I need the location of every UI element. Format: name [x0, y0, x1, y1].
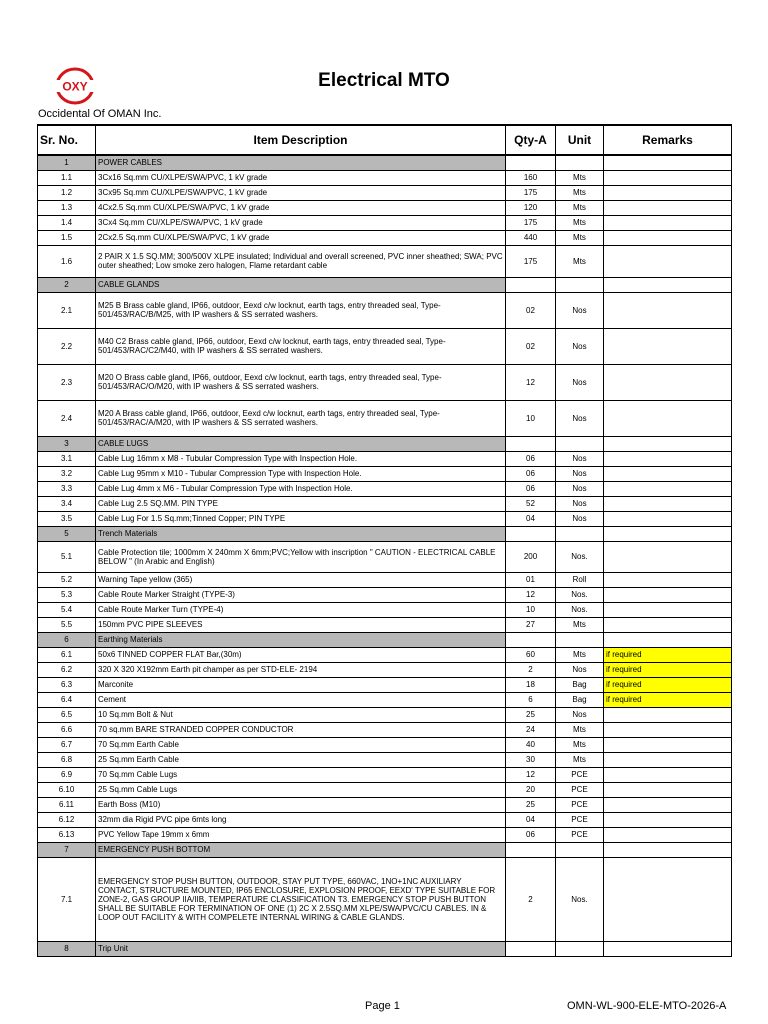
sr-no-cell: 1.6 [38, 245, 96, 277]
table-row [38, 677, 732, 692]
item-description-cell: 25 Sq.mm Cable Lugs [96, 782, 506, 797]
unit-cell: Mts [556, 752, 604, 767]
remarks-cell [604, 812, 732, 827]
item-description-cell: Marconite [96, 677, 506, 692]
qty-cell [506, 277, 556, 292]
sr-no-cell: 6.2 [38, 662, 96, 677]
qty-cell [506, 632, 556, 647]
qty-cell: 175 [506, 215, 556, 230]
sr-no-cell: 1.3 [38, 200, 96, 215]
sr-no-cell: 3.3 [38, 481, 96, 496]
page-title: Electrical MTO [318, 70, 450, 91]
table-row [38, 812, 732, 827]
qty-cell: 60 [506, 647, 556, 662]
qty-cell: 2 [506, 857, 556, 941]
item-description-cell: Cable Lug 95mm x M10 - Tubular Compression Type with Inspection Hole. [96, 466, 506, 481]
table-row [38, 587, 732, 602]
qty-cell: 6 [506, 692, 556, 707]
remarks-cell [604, 328, 732, 364]
sr-no-cell: 7.1 [38, 857, 96, 941]
unit-cell: Nos. [556, 857, 604, 941]
qty-cell: 01 [506, 572, 556, 587]
unit-cell: Roll [556, 572, 604, 587]
qty-cell: 25 [506, 707, 556, 722]
qty-cell: 12 [506, 364, 556, 400]
item-description-cell: Trip Unit [96, 941, 506, 956]
remarks-cell [604, 436, 732, 451]
sr-no-cell: 1.2 [38, 185, 96, 200]
qty-cell: 10 [506, 400, 556, 436]
qty-cell: 12 [506, 587, 556, 602]
table-row [38, 692, 732, 707]
unit-cell: Mts [556, 722, 604, 737]
unit-cell [556, 155, 604, 170]
remarks-cell [604, 941, 732, 956]
qty-cell: 25 [506, 797, 556, 812]
table-row [38, 364, 732, 400]
col-header-sr-no: Sr. No. [38, 125, 96, 155]
item-description-cell: 320 X 320 X192mm Earth pit champer as per STD-ELE- 2194 [96, 662, 506, 677]
table-row [38, 245, 732, 277]
remarks-cell [604, 292, 732, 328]
table-row [38, 230, 732, 245]
unit-cell: Mts [556, 200, 604, 215]
item-description-cell: 32mm dia Rigid PVC pipe 6mts long [96, 812, 506, 827]
sr-no-cell: 6.13 [38, 827, 96, 842]
sr-no-cell: 5.4 [38, 602, 96, 617]
remarks-cell [604, 400, 732, 436]
item-description-cell: Cable Route Marker Straight (TYPE-3) [96, 587, 506, 602]
remarks-cell [604, 230, 732, 245]
item-description-cell: 2 PAIR X 1.5 SQ.MM; 300/500V XLPE insulated; Individual and overall screened, PVC inner sheathed; SWA; PVC outer sheathed; Low smoke zero halogen, Flame retardant cable [96, 245, 506, 277]
qty-cell: 18 [506, 677, 556, 692]
item-description-cell: CABLE LUGS [96, 436, 506, 451]
unit-cell: Nos [556, 481, 604, 496]
item-description-cell: M25 B Brass cable gland, IP66, outdoor, Eexd c/w locknut, earth tags, entry threaded seal, Type-501/453/RAC/B/M25, with IP washers & SS serrated washers. [96, 292, 506, 328]
remarks-cell [604, 842, 732, 857]
qty-cell: 175 [506, 185, 556, 200]
remarks-cell [604, 602, 732, 617]
remarks-cell [604, 827, 732, 842]
sr-no-cell: 5.3 [38, 587, 96, 602]
table-row [38, 215, 732, 230]
remarks-cell [604, 185, 732, 200]
item-description-cell: 10 Sq.mm Bolt & Nut [96, 707, 506, 722]
sr-no-cell: 6.5 [38, 707, 96, 722]
sr-no-cell: 5 [38, 526, 96, 541]
unit-cell: Mts [556, 215, 604, 230]
table-row [38, 617, 732, 632]
sr-no-cell: 1.4 [38, 215, 96, 230]
remarks-cell [604, 797, 732, 812]
qty-cell: 175 [506, 245, 556, 277]
item-description-cell: 2Cx2.5 Sq.mm CU/XLPE/SWA/PVC, 1 kV grade [96, 230, 506, 245]
sr-no-cell: 3.2 [38, 466, 96, 481]
qty-cell: 06 [506, 451, 556, 466]
table-row [38, 185, 732, 200]
item-description-cell: 4Cx2.5 Sq.mm CU/XLPE/SWA/PVC, 1 kV grade [96, 200, 506, 215]
item-description-cell: Earth Boss (M10) [96, 797, 506, 812]
item-description-cell: 3Cx16 Sq.mm CU/XLPE/SWA/PVC, 1 kV grade [96, 170, 506, 185]
table-row [38, 328, 732, 364]
item-description-cell: CABLE GLANDS [96, 277, 506, 292]
table-row [38, 496, 732, 511]
sr-no-cell: 3.1 [38, 451, 96, 466]
unit-cell: Nos [556, 496, 604, 511]
unit-cell: Nos [556, 400, 604, 436]
sr-no-cell: 6.11 [38, 797, 96, 812]
qty-cell: 52 [506, 496, 556, 511]
unit-cell: Nos [556, 466, 604, 481]
col-header-qty: Qty-A [506, 125, 556, 155]
item-description-cell: Trench Materials [96, 526, 506, 541]
remarks-cell [604, 632, 732, 647]
qty-cell: 200 [506, 541, 556, 572]
remarks-cell: if required [604, 692, 732, 707]
remarks-cell [604, 364, 732, 400]
mto-table [37, 124, 732, 957]
item-description-cell: Warning Tape yellow (365) [96, 572, 506, 587]
unit-cell: Nos. [556, 587, 604, 602]
sr-no-cell: 7 [38, 842, 96, 857]
remarks-cell [604, 170, 732, 185]
qty-cell: 20 [506, 782, 556, 797]
sr-no-cell: 3.4 [38, 496, 96, 511]
table-row [38, 400, 732, 436]
col-header-unit: Unit [556, 125, 604, 155]
qty-cell: 12 [506, 767, 556, 782]
qty-cell: 160 [506, 170, 556, 185]
sr-no-cell: 2 [38, 277, 96, 292]
remarks-cell: if required [604, 662, 732, 677]
sr-no-cell: 8 [38, 941, 96, 956]
item-description-cell: 3Cx95 Sq.mm CU/XLPE/SWA/PVC, 1 kV grade [96, 185, 506, 200]
table-row [38, 662, 732, 677]
section-row [38, 941, 732, 956]
remarks-cell [604, 767, 732, 782]
table-header-row [38, 125, 732, 155]
sr-no-cell: 6.6 [38, 722, 96, 737]
remarks-cell: if required [604, 647, 732, 662]
unit-cell [556, 277, 604, 292]
section-row [38, 277, 732, 292]
item-description-cell: 70 Sq.mm Earth Cable [96, 737, 506, 752]
sr-no-cell: 2.2 [38, 328, 96, 364]
section-row [38, 526, 732, 541]
remarks-cell [604, 200, 732, 215]
unit-cell: PCE [556, 797, 604, 812]
item-description-cell: Cable Lug For 1.5 Sq.mm;Tinned Copper; PIN TYPE [96, 511, 506, 526]
qty-cell: 02 [506, 292, 556, 328]
sr-no-cell: 1.5 [38, 230, 96, 245]
item-description-cell: Cable Route Marker Turn (TYPE-4) [96, 602, 506, 617]
sr-no-cell: 3.5 [38, 511, 96, 526]
remarks-cell [604, 277, 732, 292]
sr-no-cell: 6.10 [38, 782, 96, 797]
sr-no-cell: 6 [38, 632, 96, 647]
unit-cell: Nos. [556, 541, 604, 572]
item-description-cell: Cable Lug 4mm x M6 - Tubular Compression Type with Inspection Hole. [96, 481, 506, 496]
remarks-cell [604, 587, 732, 602]
remarks-cell [604, 707, 732, 722]
remarks-cell [604, 752, 732, 767]
unit-cell: Bag [556, 692, 604, 707]
sr-no-cell: 6.1 [38, 647, 96, 662]
sr-no-cell: 6.4 [38, 692, 96, 707]
item-description-cell: EMERGENCY STOP PUSH BUTTON, OUTDOOR, STAY PUT TYPE, 660VAC, 1NO+1NC AUXILIARY CONTACT, STRUCTURE MOUNTED, IP65 ENCLOSURE, EXPLOSION PROOF, EEXD' TYPE SUITABLE FOR ZONE-2, GAS GROUP IIA/IIB, TEMPERATURE CLASSIFICATION T3. EMERGENCY STOP PUSH BUTTON SHALL BE SUITABLE FOR TERMINATION OF ONE (1) 2C X 2.5SQ.MM XLPE/SWA/PVC/CU CABLES. IN & LOOP OUT FACILITY & WITH COMPELETE INTERNAL WIRING & CABLE GLANDS. [96, 857, 506, 941]
sr-no-cell: 2.1 [38, 292, 96, 328]
qty-cell: 06 [506, 481, 556, 496]
unit-cell: Mts [556, 737, 604, 752]
remarks-cell [604, 155, 732, 170]
qty-cell: 120 [506, 200, 556, 215]
qty-cell: 2 [506, 662, 556, 677]
table-row [38, 451, 732, 466]
qty-cell: 06 [506, 827, 556, 842]
remarks-cell [604, 496, 732, 511]
unit-cell [556, 526, 604, 541]
sr-no-cell: 2.3 [38, 364, 96, 400]
unit-cell: PCE [556, 767, 604, 782]
table-row [38, 511, 732, 526]
unit-cell: Nos. [556, 602, 604, 617]
table-row [38, 541, 732, 572]
item-description-cell: M20 O Brass cable gland, IP66, outdoor, Eexd c/w locknut, earth tags, entry threaded seal, Type-501/453/RAC/O/M20, with IP washers & SS serrated washers. [96, 364, 506, 400]
remarks-cell [604, 737, 732, 752]
sr-no-cell: 6.8 [38, 752, 96, 767]
table-row [38, 602, 732, 617]
sr-no-cell: 5.2 [38, 572, 96, 587]
table-row [38, 466, 732, 481]
unit-cell: Mts [556, 185, 604, 200]
unit-cell: Nos [556, 707, 604, 722]
remarks-cell [604, 541, 732, 572]
table-row [38, 827, 732, 842]
qty-cell: 24 [506, 722, 556, 737]
unit-cell: PCE [556, 812, 604, 827]
qty-cell: 30 [506, 752, 556, 767]
remarks-cell [604, 245, 732, 277]
sr-no-cell: 2.4 [38, 400, 96, 436]
remarks-cell [604, 782, 732, 797]
remarks-cell [604, 451, 732, 466]
section-row [38, 632, 732, 647]
item-description-cell: Cable Lug 2.5 SQ.MM. PIN TYPE [96, 496, 506, 511]
section-row [38, 842, 732, 857]
sr-no-cell: 6.9 [38, 767, 96, 782]
table-row [38, 737, 732, 752]
unit-cell: Nos [556, 662, 604, 677]
logo-text: OXY [62, 79, 88, 94]
unit-cell: Nos [556, 511, 604, 526]
table-row [38, 797, 732, 812]
table-row [38, 722, 732, 737]
remarks-cell [604, 526, 732, 541]
table-row [38, 200, 732, 215]
item-description-cell: EMERGENCY PUSH BOTTOM [96, 842, 506, 857]
qty-cell [506, 842, 556, 857]
table-row [38, 767, 732, 782]
unit-cell: Nos [556, 292, 604, 328]
unit-cell: Nos [556, 451, 604, 466]
qty-cell [506, 155, 556, 170]
item-description-cell: 3Cx4 Sq.mm CU/XLPE/SWA/PVC, 1 kV grade [96, 215, 506, 230]
item-description-cell: 70 Sq.mm Cable Lugs [96, 767, 506, 782]
remarks-cell [604, 511, 732, 526]
unit-cell [556, 842, 604, 857]
remarks-cell [604, 466, 732, 481]
company-name: Occidental Of OMAN Inc. [38, 108, 162, 120]
unit-cell: Mts [556, 617, 604, 632]
table-row [38, 707, 732, 722]
remarks-cell [604, 617, 732, 632]
sr-no-cell: 1.1 [38, 170, 96, 185]
item-description-cell: M20 A Brass cable gland, IP66, outdoor, Eexd c/w locknut, earth tags, entry threaded seal, Type-501/453/RAC/A/M20, with IP washers & SS serrated washers. [96, 400, 506, 436]
table-row [38, 752, 732, 767]
table-row [38, 647, 732, 662]
sr-no-cell: 5.1 [38, 541, 96, 572]
section-row [38, 155, 732, 170]
item-description-cell: Cement [96, 692, 506, 707]
remarks-cell [604, 572, 732, 587]
qty-cell: 440 [506, 230, 556, 245]
item-description-cell: 70 sq.mm BARE STRANDED COPPER CONDUCTOR [96, 722, 506, 737]
table-row [38, 572, 732, 587]
remarks-cell [604, 481, 732, 496]
unit-cell: Mts [556, 170, 604, 185]
unit-cell: PCE [556, 827, 604, 842]
sr-no-cell: 6.12 [38, 812, 96, 827]
unit-cell: Mts [556, 245, 604, 277]
item-description-cell: Earthing Materials [96, 632, 506, 647]
unit-cell: PCE [556, 782, 604, 797]
footer-document-number: OMN-WL-900-ELE-MTO-2026-A [567, 1000, 727, 1012]
sr-no-cell: 3 [38, 436, 96, 451]
qty-cell: 04 [506, 812, 556, 827]
unit-cell: Bag [556, 677, 604, 692]
item-description-cell: Cable Lug 16mm x M8 - Tubular Compression Type with Inspection Hole. [96, 451, 506, 466]
item-description-cell: 25 Sq.mm Earth Cable [96, 752, 506, 767]
sr-no-cell: 1 [38, 155, 96, 170]
unit-cell [556, 941, 604, 956]
qty-cell [506, 941, 556, 956]
item-description-cell: Cable Protection tile; 1000mm X 240mm X 6mm;PVC;Yellow with inscription " CAUTION - ELECTRICAL CABLE BELOW " (In Arabic and English) [96, 541, 506, 572]
col-header-item-description: Item Description [96, 125, 506, 155]
qty-cell: 04 [506, 511, 556, 526]
remarks-cell [604, 857, 732, 941]
sr-no-cell: 5.5 [38, 617, 96, 632]
unit-cell [556, 436, 604, 451]
table-row [38, 481, 732, 496]
unit-cell: Nos [556, 364, 604, 400]
remarks-cell: if required [604, 677, 732, 692]
item-description-cell: POWER CABLES [96, 155, 506, 170]
unit-cell: Mts [556, 230, 604, 245]
qty-cell: 40 [506, 737, 556, 752]
item-description-cell: PVC Yellow Tape 19mm x 6mm [96, 827, 506, 842]
unit-cell: Nos [556, 328, 604, 364]
sr-no-cell: 6.3 [38, 677, 96, 692]
remarks-cell [604, 215, 732, 230]
unit-cell [556, 632, 604, 647]
unit-cell: Mts [556, 647, 604, 662]
section-row [38, 436, 732, 451]
table-row [38, 857, 732, 941]
item-description-cell: 50x6 TINNED COPPER FLAT Bar,(30m) [96, 647, 506, 662]
qty-cell [506, 436, 556, 451]
table-row [38, 292, 732, 328]
footer-page-number: Page 1 [365, 1000, 400, 1012]
qty-cell: 06 [506, 466, 556, 481]
table-row [38, 782, 732, 797]
qty-cell: 02 [506, 328, 556, 364]
qty-cell: 10 [506, 602, 556, 617]
qty-cell: 27 [506, 617, 556, 632]
col-header-remarks: Remarks [604, 125, 732, 155]
item-description-cell: M40 C2 Brass cable gland, IP66, outdoor, Eexd c/w locknut, earth tags, entry threaded seal, Type-501/453/RAC/C2/M40, with IP washers & SS serrated washers. [96, 328, 506, 364]
item-description-cell: 150mm PVC PIPE SLEEVES [96, 617, 506, 632]
remarks-cell [604, 722, 732, 737]
qty-cell [506, 526, 556, 541]
table-row [38, 170, 732, 185]
sr-no-cell: 6.7 [38, 737, 96, 752]
